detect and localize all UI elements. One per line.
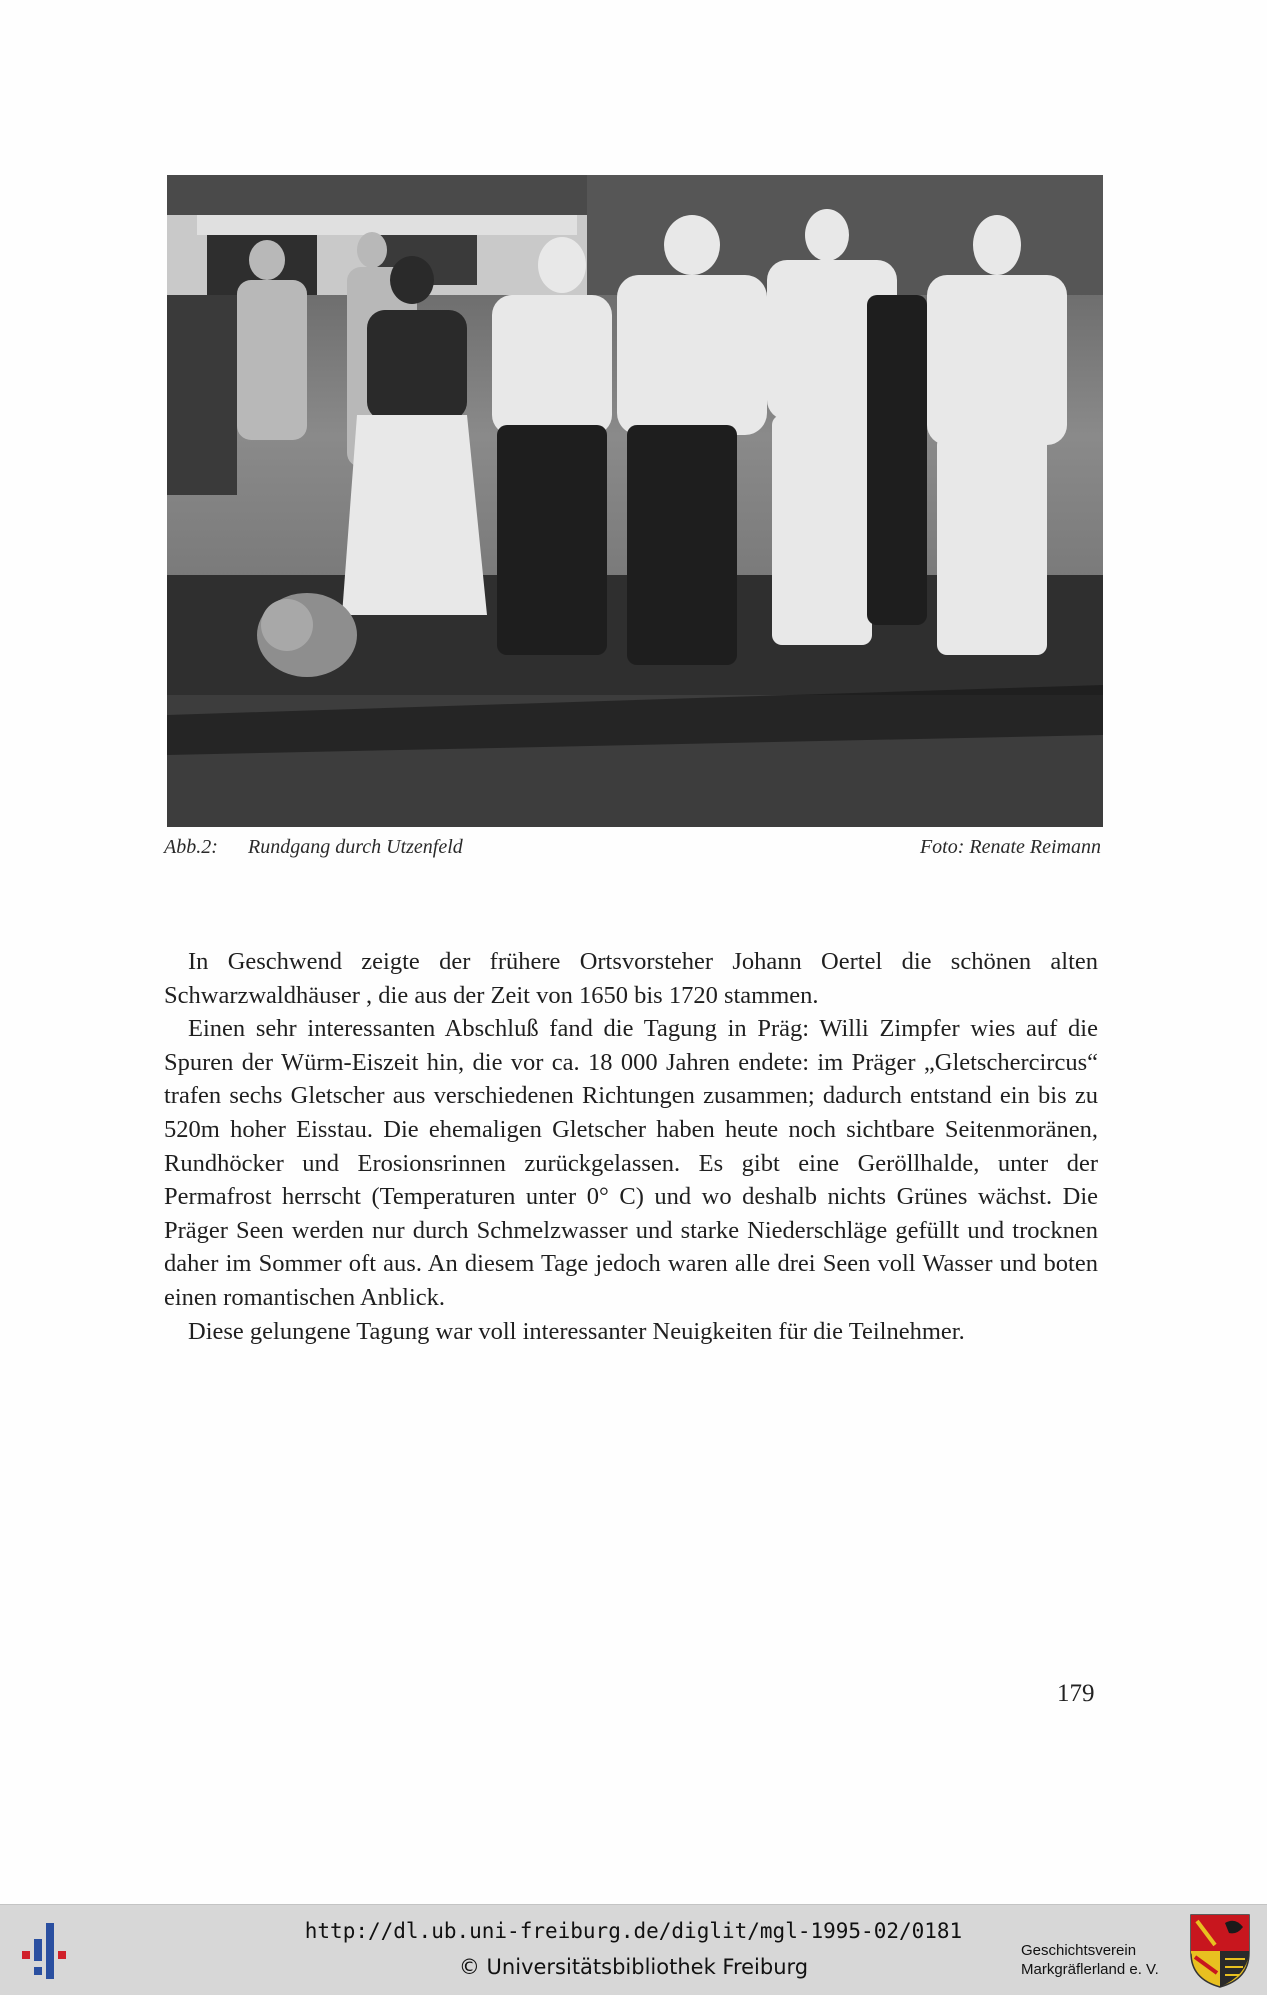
paragraph: Diese gelungene Tagung war voll interessanter Neuigkeiten für die Teilnehmer. [188,1317,965,1345]
photo-image [167,175,1103,827]
document-url-link[interactable]: http://dl.ub.uni-freiburg.de/diglit/mgl-1995-02/0181 [304,1919,963,1943]
figure-title: Rundgang durch Utzenfeld [248,836,463,858]
figure-label: Abb.2: [164,836,218,858]
coat-of-arms-icon[interactable] [1189,1913,1251,1989]
figure-caption [164,836,463,859]
society-name [1021,1941,1159,1979]
photo-walking-tour [167,175,1103,827]
page-number: 179 [1057,1680,1095,1707]
copyright-notice: © Universitätsbibliothek Freiburg [458,1955,809,1979]
footer-bar [0,1904,1267,1995]
society-name-line2: Markgräflerland e. V. [1021,1961,1159,1978]
body-text [164,945,1098,1348]
photo-credit: Foto: Renate Reimann [919,836,1101,858]
paragraph: Einen sehr interessanten Abschluß fand die Tagung in Präg: Willi Zimpfer wies auf die Spuren der Würm-Eiszeit hin, die vor ca. 18 000 Jahren endete: im Präger „Gletschercircus“ trafen sechs Gletscher aus verschiedenen Richtungen zusammen; dadurch entstand ein bis zu 520m hoher Eisstau. Die ehemaligen Gletscher haben heute noch sichtbare Seitenmoränen, Rundhöcker und Erosionsrinnen zurückgelassen. Es gibt eine Geröllhalde, unter der Permafrost herrscht (Temperaturen unter 0° C) und wo deshalb nichts Grünes wächst. Die Präger Seen werden nur durch Schmelzwasser und starke Niederschläge gefüllt und trocknen daher im Sommer oft aus. An diesem Tage jedoch waren alle drei Seen voll Wasser und boten einen romantischen Anblick. [164,1015,1098,1311]
paragraph: In Geschwend zeigte der frühere Ortsvorsteher Johann Oertel die schönen alten Schwarzwaldhäuser , die aus der Zeit von 1650 bis 1720 stammen. [164,948,1098,1009]
society-name-line1: Geschichtsverein [1021,1942,1137,1959]
